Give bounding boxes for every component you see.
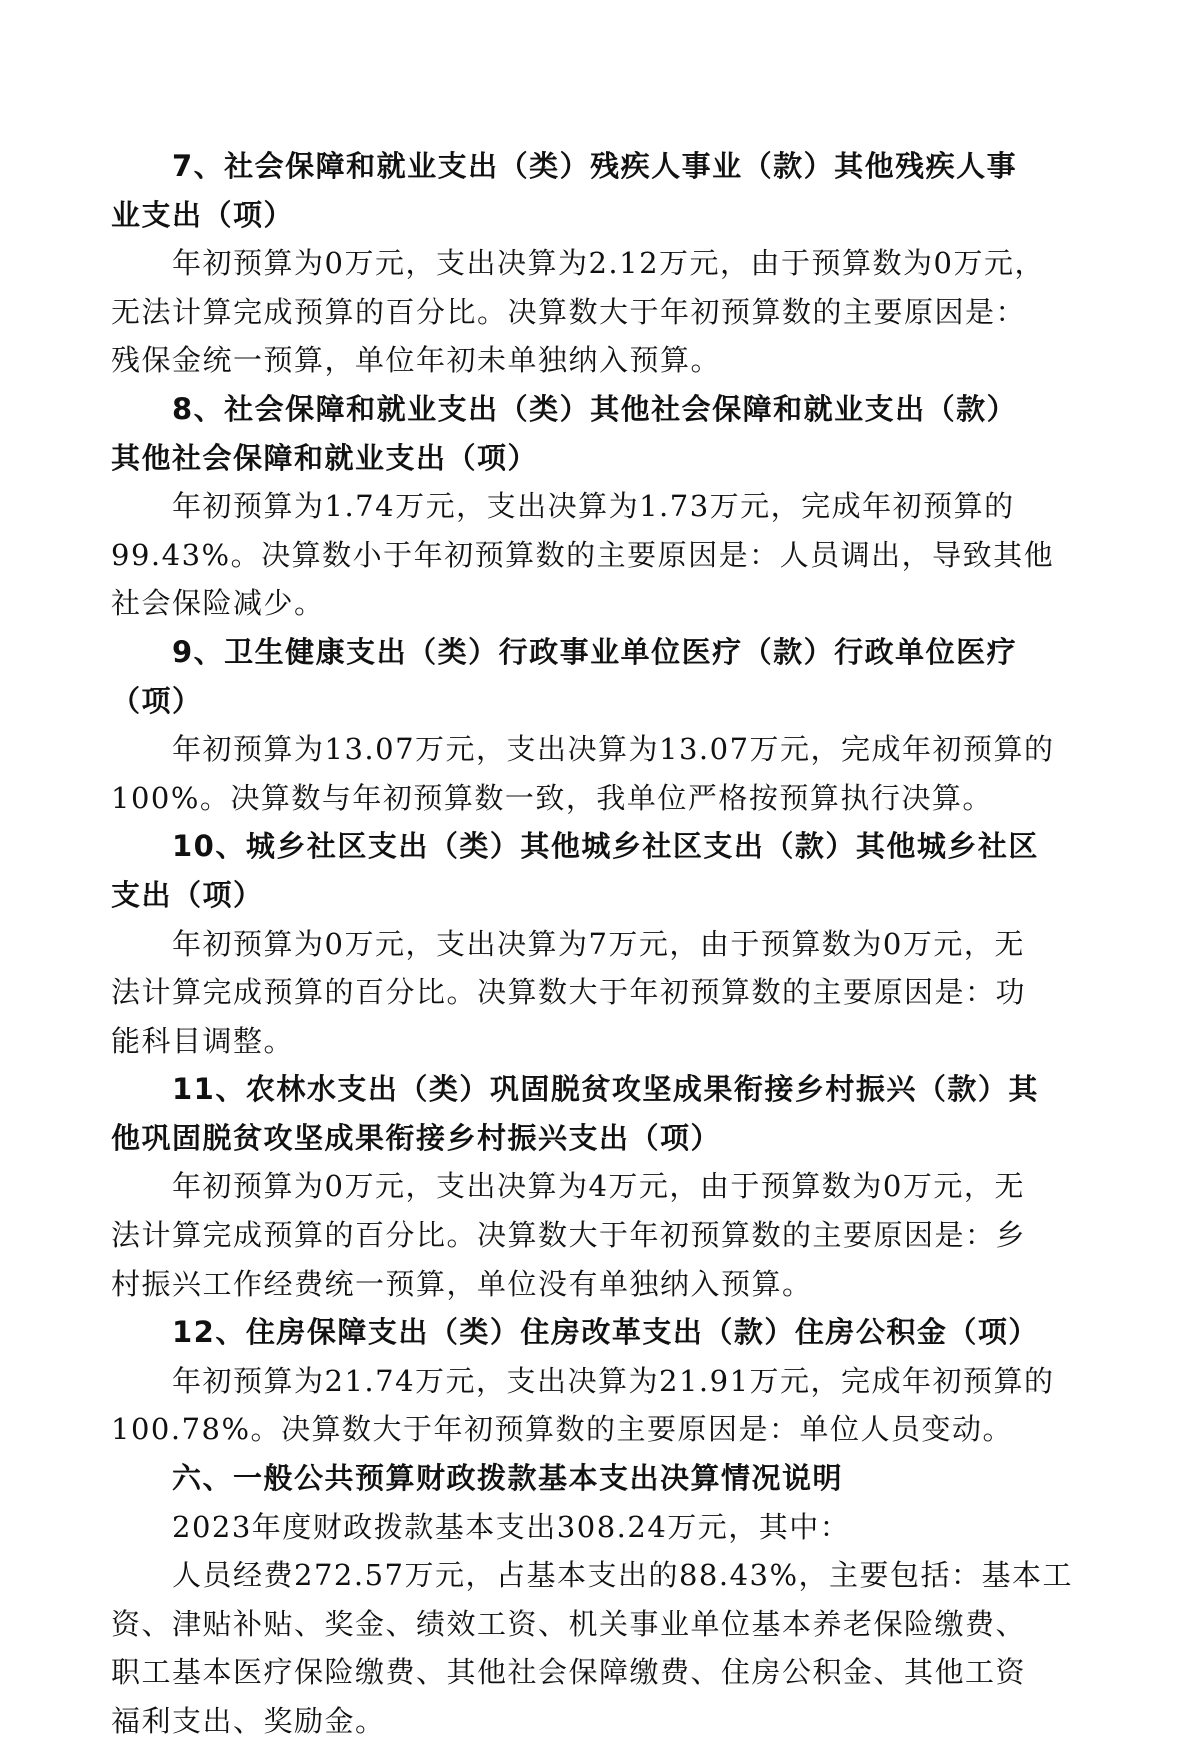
heading-line: 7、社会保障和就业支出（类）残疾人事业（款）其他残疾人事 <box>172 149 1018 183</box>
paragraph-line: 法计算完成预算的百分比。决算数大于年初预算数的主要原因是：乡 <box>111 1218 1027 1253</box>
heading-line: （项） <box>111 683 203 718</box>
heading-line: 8、社会保障和就业支出（类）其他社会保障和就业支出（款） <box>172 391 1018 426</box>
heading-line: 支出（项） <box>111 877 264 912</box>
section-heading <box>111 1308 1075 1357</box>
heading-line: 他巩固脱贫攻坚成果衔接乡村振兴支出（项） <box>111 1120 722 1155</box>
paragraph-line: 村振兴工作经费统一预算，单位没有单独纳入预算。 <box>111 1266 813 1301</box>
section-heading <box>111 628 1075 725</box>
heading-line: 9、卫生健康支出（类）行政事业单位医疗（款）行政单位医疗 <box>172 634 1018 669</box>
heading-line: 其他社会保障和就业支出（项） <box>111 440 539 475</box>
paragraph-line: 资、津贴补贴、奖金、绩效工资、机关事业单位基本养老保险缴费、 <box>111 1606 1027 1641</box>
section-paragraph <box>111 920 1075 1066</box>
paragraph-line: 残保金统一预算，单位年初未单独纳入预算。 <box>111 343 722 378</box>
paragraph-line: 100.78%。决算数大于年初预算数的主要原因是：单位人员变动。 <box>111 1412 1014 1447</box>
section-paragraph <box>111 1357 1075 1454</box>
paragraph-line: 2023年度财政拨款基本支出308.24万元，其中： <box>172 1509 851 1544</box>
paragraph-line: 年初预算为0万元，支出决算为4万元，由于预算数为0万元，无 <box>172 1169 1025 1204</box>
paragraph-line: 法计算完成预算的百分比。决算数大于年初预算数的主要原因是：功 <box>111 975 1027 1010</box>
section-paragraph <box>111 725 1075 822</box>
paragraph-line: 福利支出、奖励金。 <box>111 1704 386 1738</box>
paragraph-line: 能科目调整。 <box>111 1023 295 1058</box>
paragraph-line: 年初预算为1.74万元，支出决算为1.73万元，完成年初预算的 <box>172 489 1015 524</box>
section-12 <box>111 1308 1075 1454</box>
section-10 <box>111 822 1075 1065</box>
paragraph-line: 人员经费272.57万元，占基本支出的88.43%，主要包括：基本工 <box>172 1558 1074 1593</box>
paragraph-line: 年初预算为0万元，支出决算为2.12万元，由于预算数为0万元， <box>172 246 1045 281</box>
section-paragraph <box>111 1551 1075 1745</box>
paragraph-line: 年初预算为21.74万元，支出决算为21.91万元，完成年初预算的 <box>172 1363 1055 1398</box>
paragraph-line: 100%。决算数与年初预算数一致，我单位严格按预算执行决算。 <box>111 780 993 815</box>
paragraph-line: 职工基本医疗保险缴费、其他社会保障缴费、住房公积金、其他工资 <box>111 1655 1027 1690</box>
heading-line: 12、住房保障支出（类）住房改革支出（款）住房公积金（项） <box>172 1315 1039 1350</box>
heading-line: 业支出（项） <box>111 197 295 232</box>
section-11 <box>111 1065 1075 1308</box>
document-body <box>111 142 1075 1746</box>
section-heading <box>111 1065 1075 1162</box>
paragraph-line: 无法计算完成预算的百分比。决算数大于年初预算数的主要原因是： <box>111 294 1027 329</box>
heading-line: 六、一般公共预算财政拨款基本支出决算情况说明 <box>172 1461 844 1496</box>
section-8 <box>111 385 1075 628</box>
section-6-basic-expenditure <box>111 1454 1075 1551</box>
paragraph-line: 年初预算为0万元，支出决算为7万元，由于预算数为0万元，无 <box>172 926 1025 961</box>
section-paragraph <box>111 239 1075 385</box>
personnel-expense-block <box>111 1551 1075 1745</box>
section-heading <box>111 1454 1075 1503</box>
paragraph-line: 99.43%。决算数小于年初预算数的主要原因是：人员调出，导致其他 <box>111 537 1055 572</box>
section-paragraph <box>111 1503 1075 1552</box>
section-heading <box>111 385 1075 482</box>
section-9 <box>111 628 1075 822</box>
heading-line: 10、城乡社区支出（类）其他城乡社区支出（款）其他城乡社区 <box>172 829 1039 864</box>
section-paragraph <box>111 482 1075 628</box>
paragraph-line: 社会保险减少。 <box>111 586 325 621</box>
section-heading <box>111 822 1075 919</box>
section-heading <box>111 142 1075 239</box>
section-paragraph <box>111 1162 1075 1308</box>
paragraph-line: 年初预算为13.07万元，支出决算为13.07万元，完成年初预算的 <box>172 732 1055 767</box>
heading-line: 11、农林水支出（类）巩固脱贫攻坚成果衔接乡村振兴（款）其 <box>172 1072 1039 1107</box>
section-7 <box>111 142 1075 385</box>
